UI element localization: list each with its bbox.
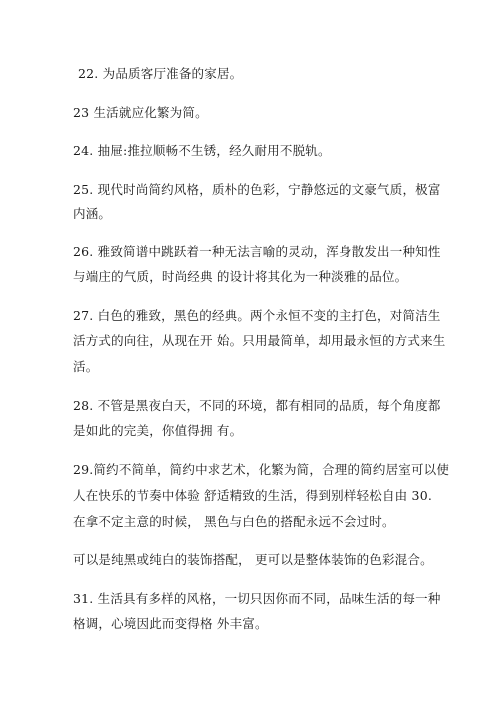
item-28-line-2: 是如此的完美，你值得拥 有。 (73, 423, 243, 438)
item-22-text: 22. 为品质客厅准备的家居。 (78, 66, 243, 81)
item-23-text: 23 生活就应化繁为简。 (73, 105, 208, 120)
item-27-line-2: 活方式的向往，从现在开 始。只用最简单，却用最永恒的方式来生 (73, 333, 446, 348)
item-31-line-2: 格调，心境因此而变得格 外丰富。 (73, 616, 268, 631)
item-26-line-1: 26. 雅致简谱中跳跃着一种无法言喻的灵动，浑身散发出一种知性 (73, 244, 441, 259)
item-28-line-1: 28. 不管是黑夜白天，不同的环境，都有相同的品质，每个角度都 (73, 398, 441, 413)
item-25-line-2: 内涵。 (73, 206, 112, 221)
item-26-line-2: 与端庄的气质，时尚经典 的设计将其化为一种淡雅的品位。 (73, 269, 408, 284)
item-25-line-1: 25. 现代时尚简约风格，质朴的色彩，宁静悠远的文豪气质，极富 (73, 182, 441, 197)
item-27-line-1: 27. 白色的雅致，黑色的经典。两个永恒不变的主打色，对简洁生 (73, 308, 441, 323)
item-30-line-2: 可以是纯黑或纯白的装饰搭配， 更可以是整体装饰的色彩混合。 (73, 552, 433, 567)
item-29-line-1: 29.简约不简单，简约中求艺术，化繁为简，合理的简约居室可以使 (73, 462, 450, 477)
item-31-line-1: 31. 生活具有多样的风格，一切只因你而不同，品味生活的每一种 (73, 591, 441, 606)
item-24-text: 24. 抽屉:推拉顺畅不生锈，经久耐用不脱轨。 (73, 143, 331, 158)
item-29-line-2: 人在快乐的节奏中体验 舒适精致的生活，得到别样轻松自由 30. (73, 488, 433, 503)
item-30-line-1: 在拿不定主意的时候， 黑色与白色的搭配永远不会过时。 (73, 514, 395, 529)
item-27-line-3: 活。 (73, 359, 99, 374)
